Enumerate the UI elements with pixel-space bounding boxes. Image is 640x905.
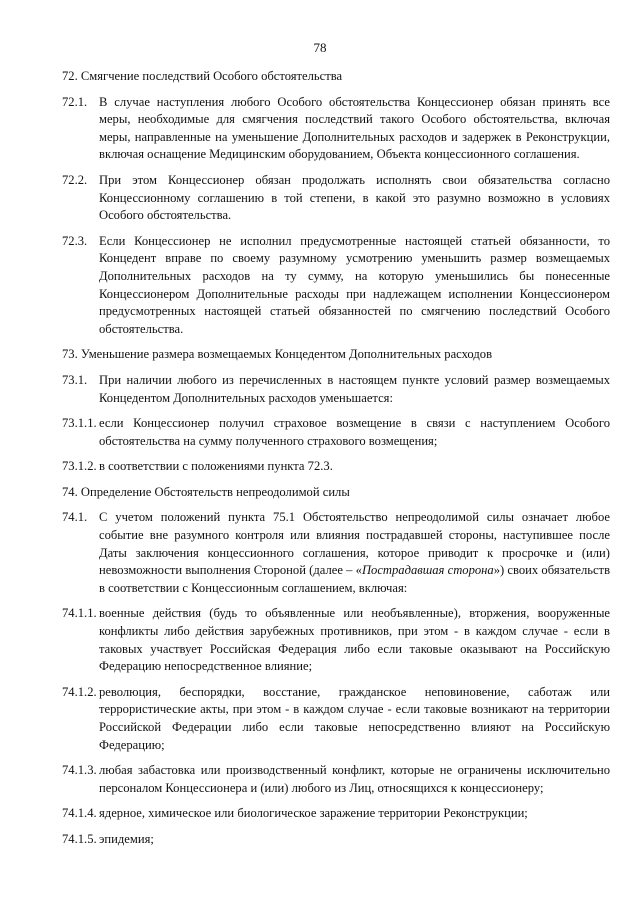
clause-text <box>99 509 610 597</box>
clause-text: При наличии любого из перечисленных в настоящем пункте условий размер возмещаемых Концедентом Дополнительных расходов уменьшается: <box>99 372 610 405</box>
clause-number: 74.1. <box>62 510 88 525</box>
clause-number: 72.1. <box>62 94 88 109</box>
clause-number: 74.1.4. <box>62 806 97 821</box>
clause-72-3 <box>62 233 610 339</box>
clause-72-2 <box>62 172 610 225</box>
clause-74-1-1 <box>62 605 610 675</box>
clause-73-1-1 <box>62 415 610 450</box>
clause-74-1-3 <box>62 762 610 797</box>
clause-number: 74.1.5. <box>62 831 97 846</box>
clause-text-part: С учетом положений пункта 75.1 Обстоятельство непреодолимой силы означает любое событие вне разумного контроля или влияния пострадавшей стороны, наступившее после Даты заключения концессионного соглашения, которое приводит к просрочке и (или) невозможности выполнения Стороной (далее – « <box>99 510 610 578</box>
clause-text: эпидемия; <box>99 831 154 846</box>
clause-74-1-2 <box>62 684 610 754</box>
clause-text: ядерное, химическое или биологическое заражение территории Реконструкции; <box>99 806 528 821</box>
clause-number: 72.2. <box>62 172 88 187</box>
clause-74-1 <box>62 509 610 597</box>
clause-text: военные действия (будь то объявленные или необъявленные), вторжения, вооруженные конфликты либо действия зарубежных противников, при этом - в каждом случае - если в таковых участвует Российская Федерация либо если таковые оказывают на Российскую Федерацию непосредственное влияние; <box>99 606 610 674</box>
clause-74-1-4 <box>62 805 610 823</box>
defined-term: Пострадавшая сторона <box>361 563 494 578</box>
section-heading-73: 73. Уменьшение размера возмещаемых Концедентом Дополнительных расходов <box>62 347 493 362</box>
clause-74-1-5 <box>62 831 610 849</box>
page-number: 78 <box>313 40 327 55</box>
clause-text-part: ») своих обязательств в соответствии с Концессионным соглашением, включая: <box>99 563 611 595</box>
clause-text: При этом Концессионер обязан продолжать исполнять свои обязательства согласно Концессионному соглашению в той степени, в какой это разумно возможно в условиях Особого обстоятельства. <box>99 172 610 223</box>
clause-73-1 <box>62 372 610 407</box>
clause-text: революция, беспорядки, восстание, гражданское неповиновение, саботаж или террористические акты, при этом - в каждом случае - если таковые возникают на территории Российской Федерации либо если таковые непосредственно влияют на Российскую Федерацию; <box>99 684 610 752</box>
clause-number: 73.1.2. <box>62 459 97 474</box>
clause-text: любая забастовка или производственный конфликт, которые не ограничены исключительно персоналом Концессионера и (или) любого из Лиц, относящихся к концессионеру; <box>99 763 610 795</box>
clause-number: 73.1. <box>62 372 88 387</box>
section-heading-74: 74. Определение Обстоятельств непреодолимой силы <box>62 484 350 499</box>
clause-72-1 <box>62 94 610 164</box>
clause-text: В случае наступления любого Особого обстоятельства Концессионер обязан принять все меры, необходимые для смягчения последствий такого Особого обстоятельства, включая меры, направленные на уменьшение Дополнительных расходов и задержек в Реконструкции, включая оснащение Медицинским оборудованием, Объекта концессионного соглашения. <box>99 94 610 162</box>
document-body <box>62 68 610 857</box>
clause-73-1-2 <box>62 458 610 476</box>
clause-text: если Концессионер получил страховое возмещение в связи с наступлением Особого обстоятельства на сумму полученного страхового возмещения; <box>99 416 610 448</box>
clause-number: 74.1.2. <box>62 684 97 699</box>
clause-text: в соответствии с положениями пункта 72.3. <box>99 459 333 474</box>
section-heading-72: 72. Смягчение последствий Особого обстоятельства <box>62 69 343 83</box>
clause-number: 74.1.3. <box>62 763 97 778</box>
clause-number: 74.1.1. <box>62 606 97 621</box>
clause-text: Если Концессионер не исполнил предусмотренные настоящей статьей обязанности, то Концедент вправе по своему разумному усмотрению уменьшить размер возмещаемых Дополнительных расходов на ту сумму, на которую уменьшились бы понесенные Концессионером Дополнительные расходы при надлежащем исполнении Концессионером предусмотренных настоящей статьей обязанностей по смягчению последствий Особого обстоятельства. <box>99 233 610 336</box>
clause-number: 73.1.1. <box>62 416 97 431</box>
clause-number: 72.3. <box>62 233 88 248</box>
